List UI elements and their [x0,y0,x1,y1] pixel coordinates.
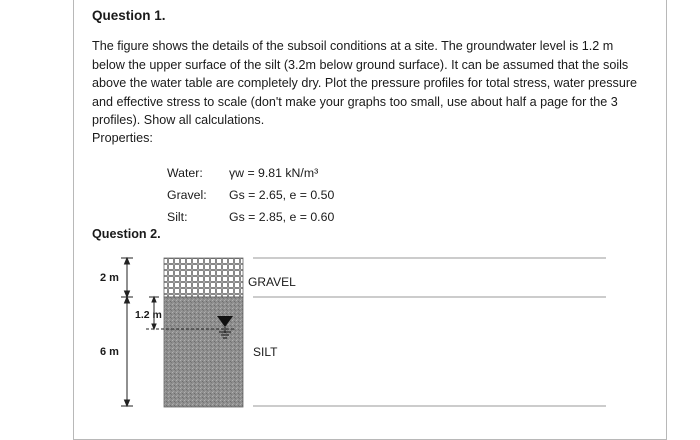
property-gravel-value: Gs = 2.65, e = 0.50 [229,188,335,202]
water-depth-label: 1.2 m [135,309,162,321]
property-silt-name: Silt: [167,210,188,224]
gravel-label: GRAVEL [248,275,296,289]
silt-thickness-label: 6 m [100,346,119,358]
property-silt-value: Gs = 2.85, e = 0.60 [229,210,335,224]
silt-layer [164,297,243,407]
question-1-title: Question 1. [92,8,166,23]
thickness-dimension [121,258,133,406]
properties-label: Properties: [92,131,153,145]
gravel-thickness-label: 2 m [100,272,119,284]
property-water-value: γw = 9.81 kN/m³ [229,166,319,180]
property-water-name: Water: [167,166,203,180]
property-gravel-name: Gravel: [167,188,207,202]
question-1-text: The figure shows the details of the subsoil conditions at a site. The groundwater level is 1.2 m below the upper surface of the silt (3.2m below ground surface). It can be assumed that the soils above the water table are completely dry. Plot the pressure profiles for total stress, water pressure and effective stress to scale (don't make your graphs too small, use about half a page for the 3 profiles). Show all calculations. [92,39,638,127]
silt-label: SILT [253,345,278,359]
question-2-title: Question 2. [92,227,161,241]
gravel-layer [164,258,243,297]
